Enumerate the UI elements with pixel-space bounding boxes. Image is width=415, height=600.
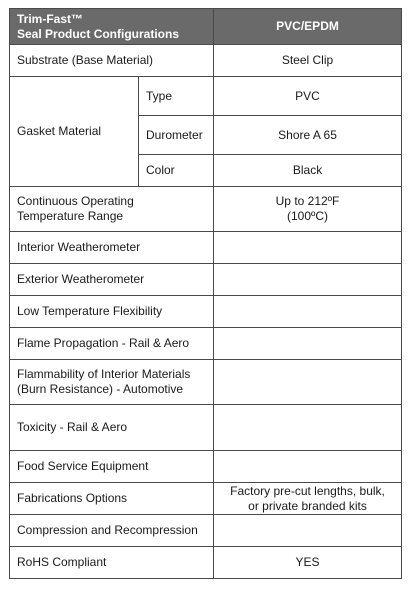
row-value-food-service bbox=[214, 451, 402, 483]
row-value-substrate: Steel Clip bbox=[214, 45, 402, 77]
table-row bbox=[10, 328, 402, 360]
seal-config-table bbox=[9, 8, 402, 579]
row-value-type: PVC bbox=[214, 77, 402, 116]
row-label-temperature-line2: Temperature Range bbox=[17, 209, 124, 223]
table-row bbox=[10, 77, 402, 116]
row-value-color: Black bbox=[214, 155, 402, 187]
row-value-temperature-line1: Up to 212ºF bbox=[275, 194, 340, 208]
table-header-row bbox=[10, 9, 402, 45]
row-value-fabrications-line2: or private branded kits bbox=[248, 498, 367, 513]
row-label-toxicity: Toxicity - Rail & Aero bbox=[10, 405, 214, 451]
table-title bbox=[10, 9, 214, 45]
row-label-compression: Compression and Recompression bbox=[10, 515, 214, 547]
row-value-temperature bbox=[214, 187, 402, 232]
table-row bbox=[10, 547, 402, 579]
row-label-exterior-weatherometer: Exterior Weatherometer bbox=[10, 264, 214, 296]
table-row bbox=[10, 296, 402, 328]
row-value-fabrications bbox=[214, 483, 402, 515]
row-label-flammability-line2: (Burn Resistance) - Automotive bbox=[17, 382, 184, 396]
row-label-temperature-line1: Continuous Operating bbox=[17, 194, 134, 208]
row-sublabel-color: Color bbox=[139, 155, 214, 187]
table-row bbox=[10, 187, 402, 232]
row-label-fabrications: Fabrications Options bbox=[10, 483, 214, 515]
row-label-substrate: Substrate (Base Material) bbox=[10, 45, 214, 77]
row-value-low-temp-flexibility bbox=[214, 296, 402, 328]
table-row bbox=[10, 483, 402, 515]
row-value-rohs: YES bbox=[214, 547, 402, 579]
row-sublabel-type: Type bbox=[139, 77, 214, 116]
row-value-interior-weatherometer bbox=[214, 232, 402, 264]
row-label-flame-propagation: Flame Propagation - Rail & Aero bbox=[10, 328, 214, 360]
row-label-temperature bbox=[10, 187, 214, 232]
row-label-low-temp-flexibility: Low Temperature Flexibility bbox=[10, 296, 214, 328]
row-label-rohs: RoHS Compliant bbox=[10, 547, 214, 579]
row-value-flammability bbox=[214, 360, 402, 405]
row-sublabel-durometer: Durometer bbox=[139, 116, 214, 155]
row-value-exterior-weatherometer bbox=[214, 264, 402, 296]
row-label-food-service: Food Service Equipment bbox=[10, 451, 214, 483]
table-title-line2: Seal Product Configurations bbox=[17, 26, 180, 41]
row-value-flame-propagation bbox=[214, 328, 402, 360]
row-label-flammability-line1: Flammability of Interior Materials bbox=[17, 367, 191, 381]
row-value-durometer: Shore A 65 bbox=[214, 116, 402, 155]
column-header-pvc-epdm: PVC/EPDM bbox=[214, 9, 402, 45]
table-row bbox=[10, 515, 402, 547]
table-row bbox=[10, 45, 402, 77]
row-value-toxicity bbox=[214, 405, 402, 451]
table-row bbox=[10, 360, 402, 405]
row-value-fabrications-line1: Factory pre-cut lengths, bulk, bbox=[230, 483, 385, 498]
row-value-compression bbox=[214, 515, 402, 547]
table-row bbox=[10, 451, 402, 483]
row-value-temperature-line2: (100ºC) bbox=[286, 209, 329, 223]
table-row bbox=[10, 232, 402, 264]
row-label-flammability bbox=[10, 360, 214, 405]
table-row bbox=[10, 405, 402, 451]
table-row bbox=[10, 264, 402, 296]
row-label-gasket-material: Gasket Material bbox=[10, 77, 139, 187]
row-label-interior-weatherometer: Interior Weatherometer bbox=[10, 232, 214, 264]
table-title-line1: Trim-Fast™ bbox=[17, 11, 84, 26]
